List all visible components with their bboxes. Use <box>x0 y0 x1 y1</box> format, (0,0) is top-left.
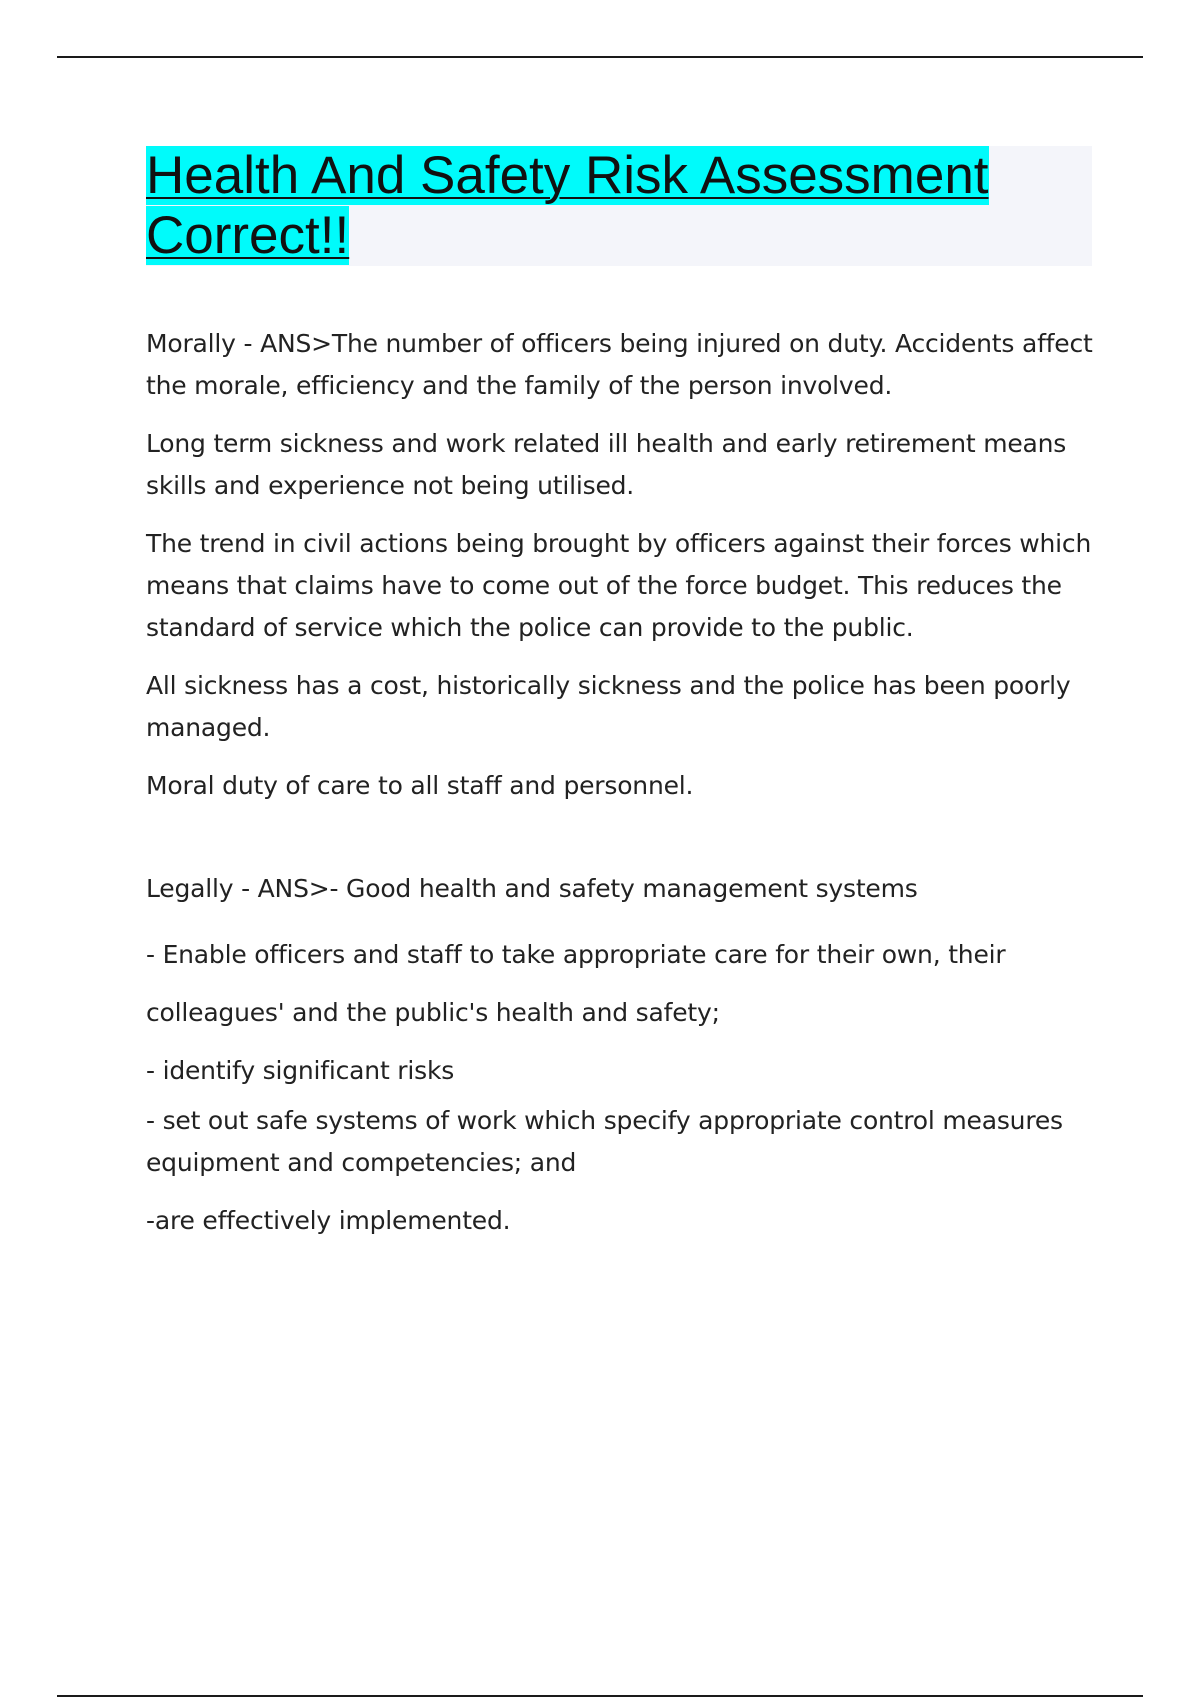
paragraph-civil-actions: The trend in civil actions being brought by officers against their forces which means that claims have to come out of the force budget. This reduces the standard of service which the police can provide to the public. <box>146 529 1092 642</box>
title-line-2: Correct!! <box>146 206 350 265</box>
list-item-enable-officers: - Enable officers and staff to take appropriate care for their own, their <box>146 940 1006 969</box>
list-item-implemented: -are effectively implemented. <box>146 1206 511 1235</box>
title-line-1: Health And Safety Risk Assessment <box>146 146 989 205</box>
paragraph-legally: Legally - ANS>- Good health and safety management systems <box>146 874 918 903</box>
document-title <box>146 146 1092 266</box>
title-block <box>146 146 1092 266</box>
document-body <box>146 323 1106 1258</box>
bottom-rule <box>57 1695 1143 1697</box>
list-item-safe-systems: - set out safe systems of work which specify appropriate control measures equipment and competencies; and <box>146 1106 1063 1177</box>
paragraph-sickness-cost: All sickness has a cost, historically sickness and the police has been poorly managed. <box>146 671 1071 742</box>
paragraph-moral-duty: Moral duty of care to all staff and personnel. <box>146 771 694 800</box>
paragraph-long-term-sickness: Long term sickness and work related ill health and early retirement means skills and experience not being utilised. <box>146 429 1067 500</box>
list-item-colleagues: colleagues' and the public's health and safety; <box>146 998 720 1027</box>
top-rule <box>57 56 1143 58</box>
paragraph-morally: Morally - ANS>The number of officers being injured on duty. Accidents affect the morale, efficiency and the family of the person involved. <box>146 329 1093 400</box>
list-item-identify-risks: - identify significant risks <box>146 1056 455 1085</box>
